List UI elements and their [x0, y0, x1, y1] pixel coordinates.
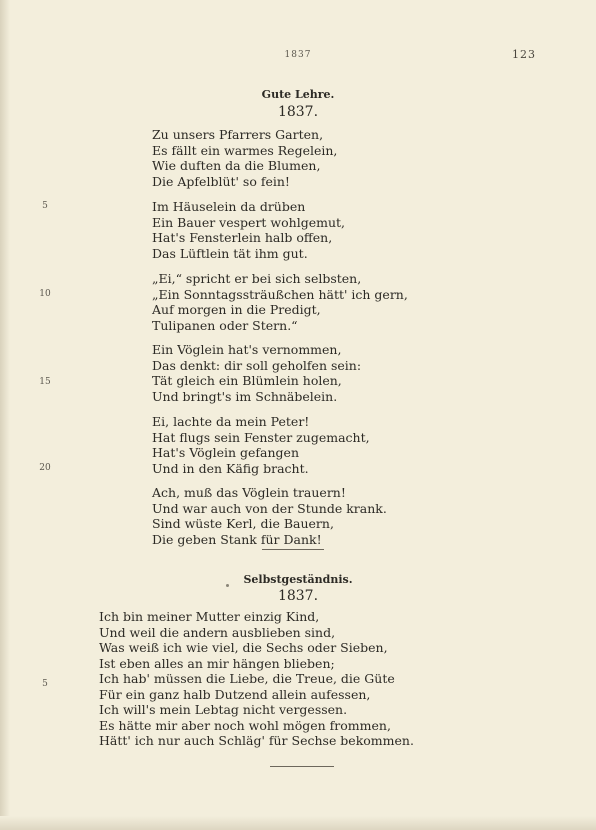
verse-line: Es fällt ein warmes Regelein,: [152, 142, 338, 158]
line-number: 20: [39, 463, 51, 473]
stanza-6: [152, 485, 387, 547]
verse-line: Ein Vöglein hat's vernommen,: [152, 342, 342, 357]
verse-line: Im Häuselein da drüben: [152, 199, 306, 214]
stanza-4: [152, 342, 361, 404]
verse-line: Tulipanen oder Stern.“: [152, 317, 298, 333]
verse-line: Sind wüste Kerl, die Bauern,: [152, 516, 334, 531]
verse-line: Das denkt: dir soll geholfen sein:: [152, 357, 362, 373]
verse-line: Ich bin meiner Mutter einzig Kind,: [99, 609, 320, 624]
verse-line: „Ei,“ spricht er bei sich selbsten,: [152, 271, 362, 286]
stanza-3: [152, 271, 408, 333]
stanza-2: [152, 199, 345, 261]
line-number: 10: [39, 289, 51, 299]
poem-title-gute-lehre: Gute Lehre.: [261, 88, 335, 101]
verse-line: Ei, lachte da mein Peter!: [152, 414, 310, 429]
verse-line: Ich will's mein Lebtag nicht vergessen.: [99, 702, 348, 717]
verse-line: Hätt' ich nur auch Schläg' für Sechse bekommen.: [99, 733, 414, 748]
verse-line: Zu unsers Pfarrers Garten,: [152, 127, 324, 142]
verse-line: Tät gleich ein Blümlein holen,: [152, 373, 342, 388]
page-number: 123: [512, 48, 536, 61]
page-shadow-left: [0, 0, 10, 830]
verse-line: Das Lüftlein tät ihm gut.: [152, 245, 308, 261]
verse-line: Hat's Vöglein gefangen: [152, 445, 300, 460]
line-number: 15: [39, 377, 51, 387]
poem-selbstgestaendnis-text: [99, 609, 414, 749]
line-number: 5: [42, 679, 48, 689]
poem-title-selbstgestaendnis: Selbstgeständnis.: [243, 573, 353, 586]
verse-line: „Ein Sonntagssträußchen hätt' ich gern,: [152, 286, 408, 302]
verse-line: Es hätte mir aber noch wohl mögen frommen,: [99, 717, 391, 733]
verse-line: Ach, muß das Vöglein trauern!: [152, 485, 346, 500]
verse-line: Ein Bauer vespert wohlgemut,: [152, 214, 345, 230]
line-number: 5: [42, 201, 48, 211]
stanza-1: [152, 127, 337, 189]
verse-line: Und weil die andern ausblieben sind,: [99, 624, 336, 640]
running-header-year: 1837: [284, 50, 312, 60]
verse-line: Und in den Käfig bracht.: [152, 460, 309, 476]
verse-line: Hat's Fensterlein halb offen,: [152, 230, 333, 245]
section-divider: [262, 549, 324, 550]
verse-line: Auf morgen in die Predigt,: [152, 302, 321, 317]
verse-line: Die geben Stank für Dank!: [152, 531, 322, 547]
verse-line: Für ein ganz halb Dutzend allein aufessen,: [99, 686, 371, 702]
verse-line: Und bringt's im Schnäbelein.: [152, 388, 338, 404]
verse-line: Die Apfelblüt' so fein!: [152, 173, 290, 189]
poem-year-selbstgestaendnis: 1837.: [277, 588, 319, 604]
poem-year-gute-lehre: 1837.: [277, 104, 319, 120]
verse-line: Und war auch von der Stunde krank.: [152, 500, 387, 516]
end-divider: [270, 766, 334, 767]
verse-line: Wie duften da die Blumen,: [152, 158, 321, 173]
print-speck: [226, 584, 229, 587]
verse-line: Hat flugs sein Fenster zugemacht,: [152, 429, 370, 445]
verse-line: Was weiß ich wie viel, die Sechs oder Sieben,: [99, 640, 388, 655]
verse-line: Ist eben alles an mir hängen blieben;: [99, 655, 335, 671]
verse-line: Ich hab' müssen die Liebe, die Treue, die Güte: [99, 671, 395, 686]
stanza-5: [152, 414, 370, 476]
page-shadow-bottom: [0, 816, 596, 830]
